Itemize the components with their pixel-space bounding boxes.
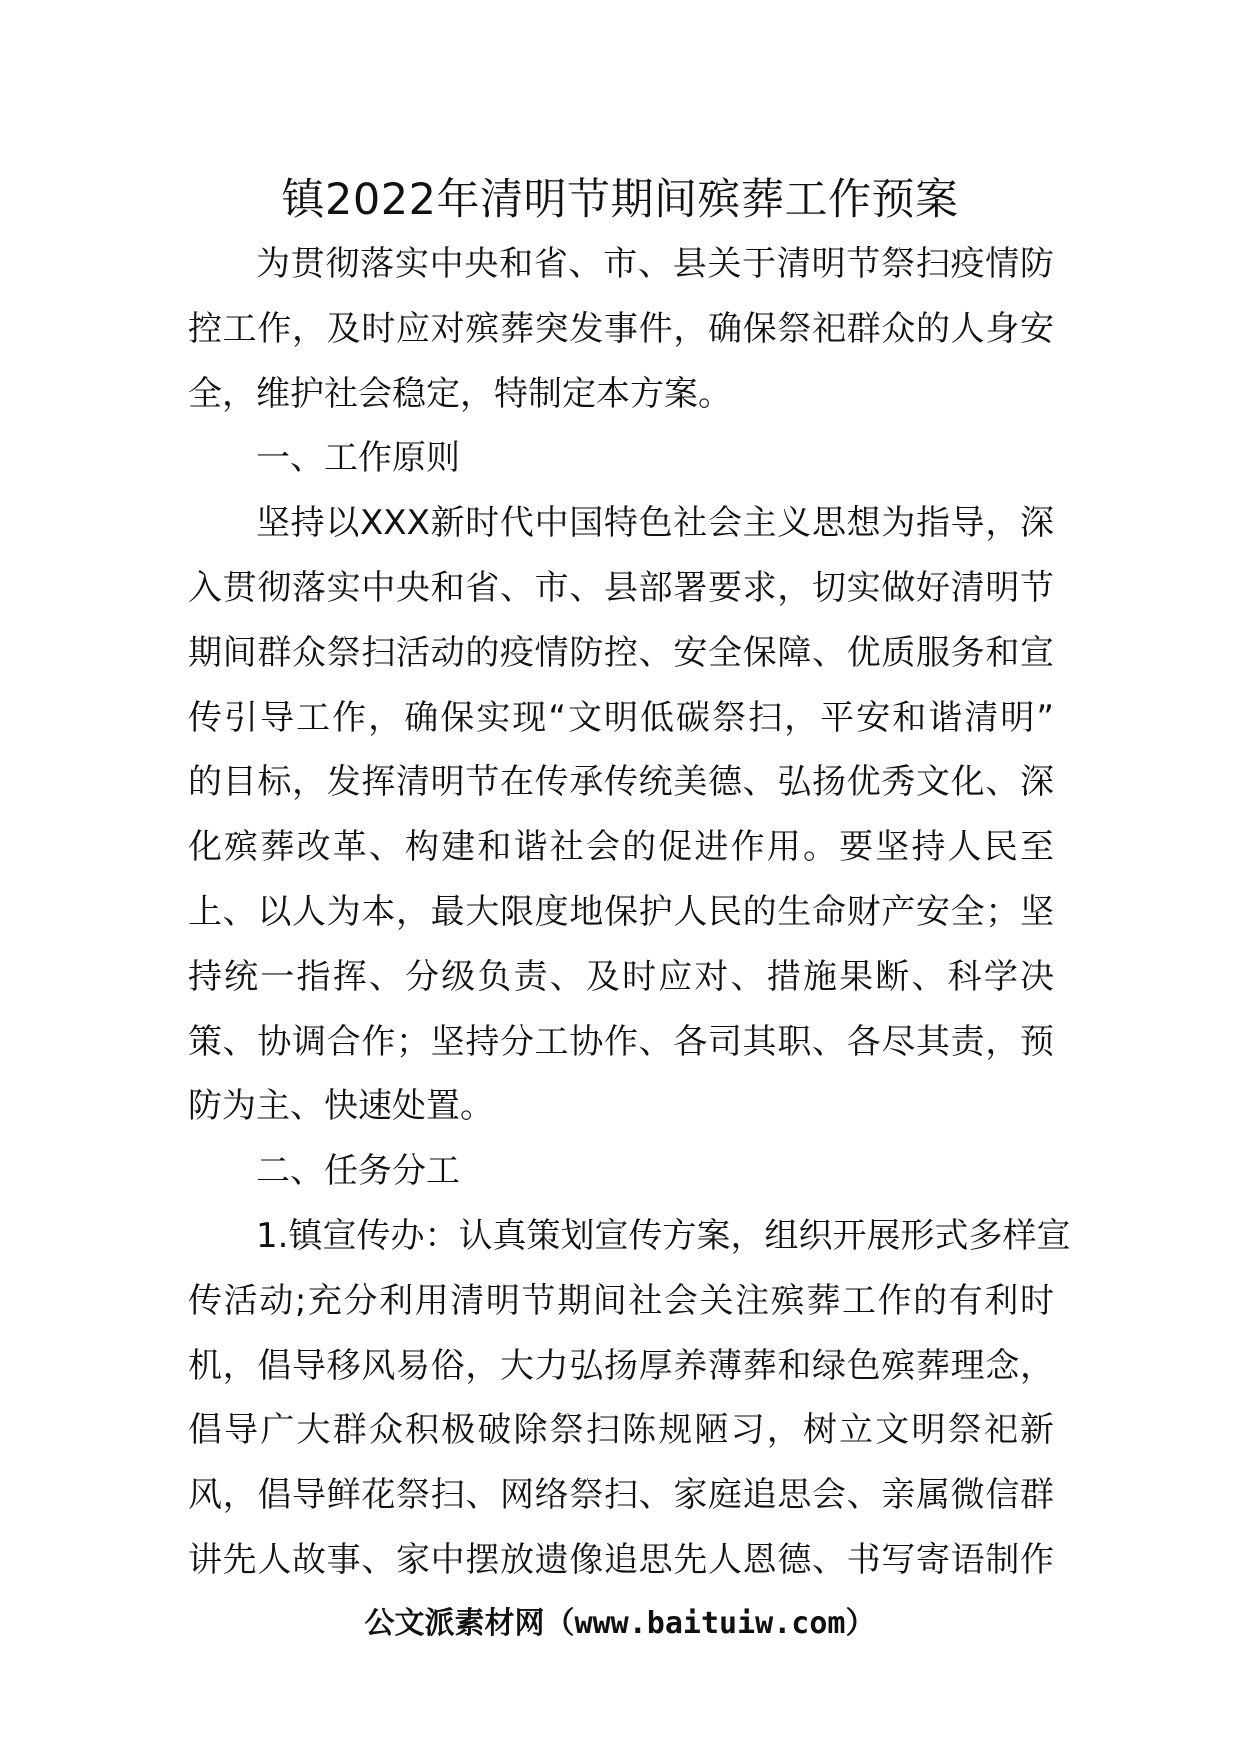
paragraph-line: 风，倡导鲜花祭扫、网络祭扫、家庭追思会、亲属微信群 bbox=[188, 1475, 1054, 1516]
paragraph-line: 上、以人为本，最大限度地保护人民的生命财产安全；坚 bbox=[188, 891, 1054, 932]
watermark-footer bbox=[0, 1602, 1240, 1646]
paragraph-line: 期间群众祭扫活动的疫情防控、安全保障、优质服务和宣 bbox=[188, 632, 1054, 673]
paragraph-line: 讲先人故事、家中摆放遗像追思先人恩德、书写寄语制作 bbox=[188, 1539, 1054, 1580]
paragraph-line: 一、工作原则 bbox=[256, 438, 460, 479]
paragraph-line: 持统一指挥、分级负责、及时应对、措施果断、科学决 bbox=[188, 956, 1054, 997]
paragraph-line: 坚持以XXX新时代中国特色社会主义思想为指导，深 bbox=[256, 503, 1054, 544]
paragraph-line: 全，维护社会稳定，特制定本方案。 bbox=[188, 373, 732, 414]
document-body bbox=[188, 232, 1071, 1593]
paragraph-line: 策、协调合作；坚持分工协作、各司其职、各尽其责，预 bbox=[188, 1021, 1054, 1062]
paragraph-line: 入贯彻落实中央和省、市、县部署要求，切实做好清明节 bbox=[188, 567, 1054, 608]
paragraph-line: 控工作，及时应对殡葬突发事件，确保祭祀群众的人身安 bbox=[188, 308, 1054, 349]
paragraph-line: 1.镇宣传办：认真策划宣传方案，组织开展形式多样宣 bbox=[256, 1215, 1071, 1256]
footer-site-name: 公文派素材网 bbox=[364, 1606, 545, 1641]
paragraph-line: 传引导工作，确保实现“文明低碳祭扫，平安和谐清明” bbox=[188, 697, 1054, 738]
paragraph-line: 化殡葬改革、构建和谐社会的促进作用。要坚持人民至 bbox=[188, 827, 1054, 868]
paragraph-line: 防为主、快速处置。 bbox=[188, 1086, 494, 1127]
paragraph-line: 二、任务分工 bbox=[256, 1151, 460, 1192]
paragraph-line: 的目标，发挥清明节在传承传统美德、弘扬优秀文化、深 bbox=[188, 762, 1054, 803]
document-title: 镇2022年清明节期间殡葬工作预案 bbox=[281, 175, 959, 225]
paragraph-line: 机，倡导移风易俗，大力弘扬厚养薄葬和绿色殡葬理念， bbox=[188, 1345, 1054, 1386]
paragraph-line: 为贯彻落实中央和省、市、县关于清明节祭扫疫情防 bbox=[256, 244, 1054, 284]
paragraph-line: 倡导广大群众积极破除祭扫陈规陋习，树立文明祭祀新 bbox=[188, 1410, 1054, 1451]
footer-site-url: （www.baituiw.com） bbox=[544, 1606, 876, 1641]
paragraph-line: 传活动;充分利用清明节期间社会关注殡葬工作的有利时 bbox=[188, 1280, 1054, 1321]
